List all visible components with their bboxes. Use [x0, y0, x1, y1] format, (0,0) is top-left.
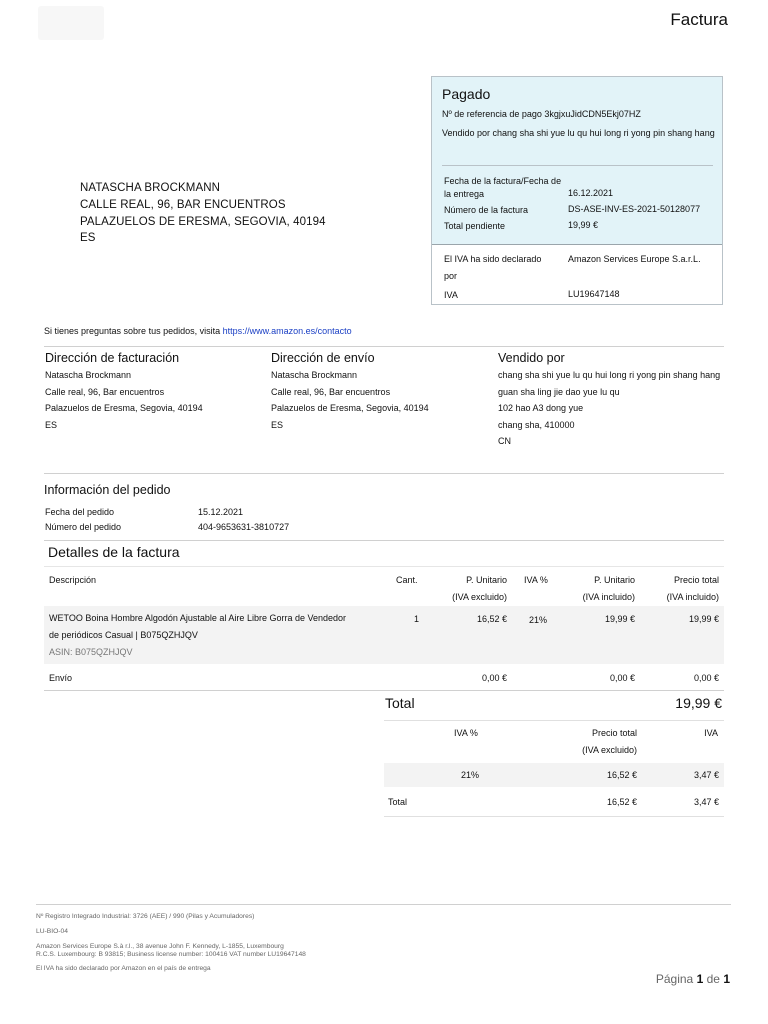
divider — [384, 816, 724, 817]
col-header-unit-incl-line1: P. Unitario — [594, 575, 635, 585]
vat-id-value: LU19647148 — [568, 289, 620, 299]
vat-declared-by-label: El IVA ha sido declarado por — [444, 254, 542, 281]
invoice-number-value: DS-ASE-INV-ES-2021-50128077 — [568, 204, 701, 214]
vat-summary-header-total-line1: Precio total — [591, 728, 637, 738]
total-pending-label: Total pendiente — [444, 221, 506, 231]
contact-line — [44, 326, 352, 336]
vat-summary-total-label: Total — [388, 797, 408, 807]
shipping-title: Dirección de envío — [271, 351, 375, 365]
col-header-unit-excl-line1: P. Unitario — [466, 575, 507, 585]
page-number — [656, 972, 730, 986]
seller-line: 102 hao A3 dong yue — [498, 403, 584, 413]
divider — [44, 690, 724, 691]
shipping-unit-incl: 0,00 € — [609, 673, 635, 683]
vat-summary-header-total-line2: (IVA excluido) — [582, 745, 637, 755]
invoice-details-title: Detalles de la factura — [48, 544, 180, 560]
footer-vat-note: El IVA ha sido declarado por Amazon en el país de entrega — [36, 965, 211, 972]
page-current: 1 — [696, 972, 704, 986]
divider — [44, 473, 724, 474]
footer-code: LU-BIO-04 — [36, 928, 68, 935]
shipping-row-label: Envío — [49, 673, 73, 683]
seller-address — [498, 351, 723, 450]
col-header-unit-incl-line2: (IVA incluido) — [582, 592, 635, 602]
col-header-total-line2: (IVA incluido) — [666, 592, 719, 602]
col-header-vat: IVA % — [524, 575, 548, 585]
footer-company-address: Amazon Services Europe S.à r.l., 38 avenue John F. Kennedy, L-1855, Luxembourg — [36, 943, 284, 950]
divider — [44, 540, 724, 541]
col-header-unit-excl-line2: (IVA excluido) — [452, 592, 507, 602]
divider — [36, 904, 731, 905]
order-number-label: Número del pedido — [45, 522, 122, 532]
recipient-line: PALAZUELOS DE ERESMA, SEGOVIA, 40194 — [80, 215, 326, 228]
billing-line: Calle real, 96, Bar encuentros — [45, 386, 165, 397]
recipient-line: ES — [80, 232, 96, 245]
invoice-number-label: Número de la factura — [444, 205, 529, 215]
col-header-unit-incl — [560, 572, 635, 606]
invoice-date-label: Fecha de la factura/Fecha de la entrega — [444, 176, 562, 199]
shipping-line: Palazuelos de Eresma, Segovia, 40194 — [271, 403, 429, 413]
recipient-address — [80, 180, 326, 247]
page-total: 1 — [723, 972, 730, 986]
item-description — [49, 610, 389, 661]
item-total: 19,99 € — [688, 614, 719, 624]
footer-company-registration: R.C.S. Luxembourg: B 93815; Business license number: 100416 VAT number LU19647148 — [36, 951, 306, 958]
col-header-total — [645, 572, 719, 606]
vat-summary-rate: 21% — [461, 770, 480, 780]
payment-status: Pagado — [442, 86, 491, 102]
page-label: Página — [655, 972, 694, 986]
billing-title: Dirección de facturación — [45, 351, 180, 365]
item-unit-incl: 19,99 € — [604, 614, 635, 624]
payment-summary-box — [431, 76, 723, 305]
shipping-total: 0,00 € — [693, 673, 719, 683]
shipping-line: Natascha Brockmann — [271, 370, 358, 380]
seller-title: Vendido por — [498, 351, 565, 365]
col-header-description: Descripción — [49, 575, 97, 585]
item-vat: 21% — [529, 615, 548, 625]
payment-summary-shaded — [432, 77, 722, 244]
vat-summary-total-amount: 16,52 € — [606, 797, 637, 807]
order-date-label: Fecha del pedido — [45, 507, 115, 517]
shipping-line: ES — [271, 419, 284, 430]
col-header-total-line1: Precio total — [673, 575, 719, 585]
col-header-qty: Cant. — [396, 575, 418, 585]
recipient-line: CALLE REAL, 96, BAR ENCUENTROS — [80, 198, 286, 211]
item-qty: 1 — [414, 614, 420, 624]
item-description-line2: de periódicos Casual | B075QZHJQV — [49, 630, 198, 640]
vat-summary-iva: 3,47 € — [693, 770, 719, 780]
total-pending-value: 19,99 € — [568, 220, 599, 230]
divider — [442, 165, 713, 166]
contact-text: Si tienes preguntas sobre tus pedidos, visita — [44, 326, 223, 336]
divider — [44, 566, 724, 567]
item-description-line1: WETOO Boina Hombre Algodón Ajustable al Aire Libre Gorra de Vendedor — [49, 613, 347, 623]
invoice-date-value: 16.12.2021 — [568, 188, 614, 198]
col-header-unit-excl — [430, 572, 507, 606]
seller-line: chang sha shi yue lu qu hui long ri yong pin shang hang — [498, 370, 721, 380]
contact-link[interactable]: https://www.amazon.es/contacto — [222, 326, 352, 336]
grand-total-label: Total — [385, 695, 415, 711]
vat-summary-total-iva: 3,47 € — [693, 797, 719, 807]
order-date-value: 15.12.2021 — [198, 507, 244, 517]
shipping-unit-excl: 0,00 € — [481, 673, 507, 683]
item-asin: ASIN: B075QZHJQV — [49, 647, 133, 657]
vat-declared-by-value: Amazon Services Europe S.a.r.L. — [568, 254, 701, 264]
vat-summary-total: 16,52 € — [606, 770, 637, 780]
document-title: Factura — [670, 10, 728, 29]
order-info-title: Información del pedido — [44, 483, 171, 497]
shipping-line: Calle real, 96, Bar encuentros — [271, 386, 391, 397]
billing-line: Palazuelos de Eresma, Segovia, 40194 — [45, 403, 203, 413]
billing-address — [45, 351, 265, 433]
seller-line: chang sha, 410000 — [498, 419, 575, 430]
logo-placeholder — [38, 6, 104, 40]
grand-total-value: 19,99 € — [675, 695, 722, 711]
sold-by-line: Vendido por chang sha shi yue lu qu hui long ri yong pin shang hang — [442, 128, 715, 138]
shipping-address — [271, 351, 491, 433]
vat-summary-header-vat: IVA % — [454, 728, 478, 738]
vat-summary-header-total — [560, 725, 637, 759]
billing-line: ES — [45, 419, 58, 430]
seller-line: guan sha ling jie dao yue lu qu — [498, 386, 620, 397]
order-number-value: 404-9653631-3810727 — [198, 522, 290, 532]
payment-reference: Nº de referencia de pago 3kgjxuJidCDN5Ekj07HZ — [442, 109, 641, 119]
seller-line: CN — [498, 436, 511, 446]
footer-registry: Nº Registro Integrado Industrial: 3726 (AEE) / 990 (Pilas y Acumuladores) — [36, 913, 255, 920]
item-unit-excl: 16,52 € — [476, 614, 507, 624]
vat-summary-header-iva: IVA — [704, 728, 718, 738]
divider — [384, 720, 724, 721]
page-of: de — [706, 972, 720, 986]
billing-line: Natascha Brockmann — [45, 370, 132, 380]
divider — [432, 244, 722, 245]
divider — [44, 346, 724, 347]
recipient-line: NATASCHA BROCKMANN — [80, 182, 221, 194]
vat-id-label: IVA — [444, 290, 458, 300]
